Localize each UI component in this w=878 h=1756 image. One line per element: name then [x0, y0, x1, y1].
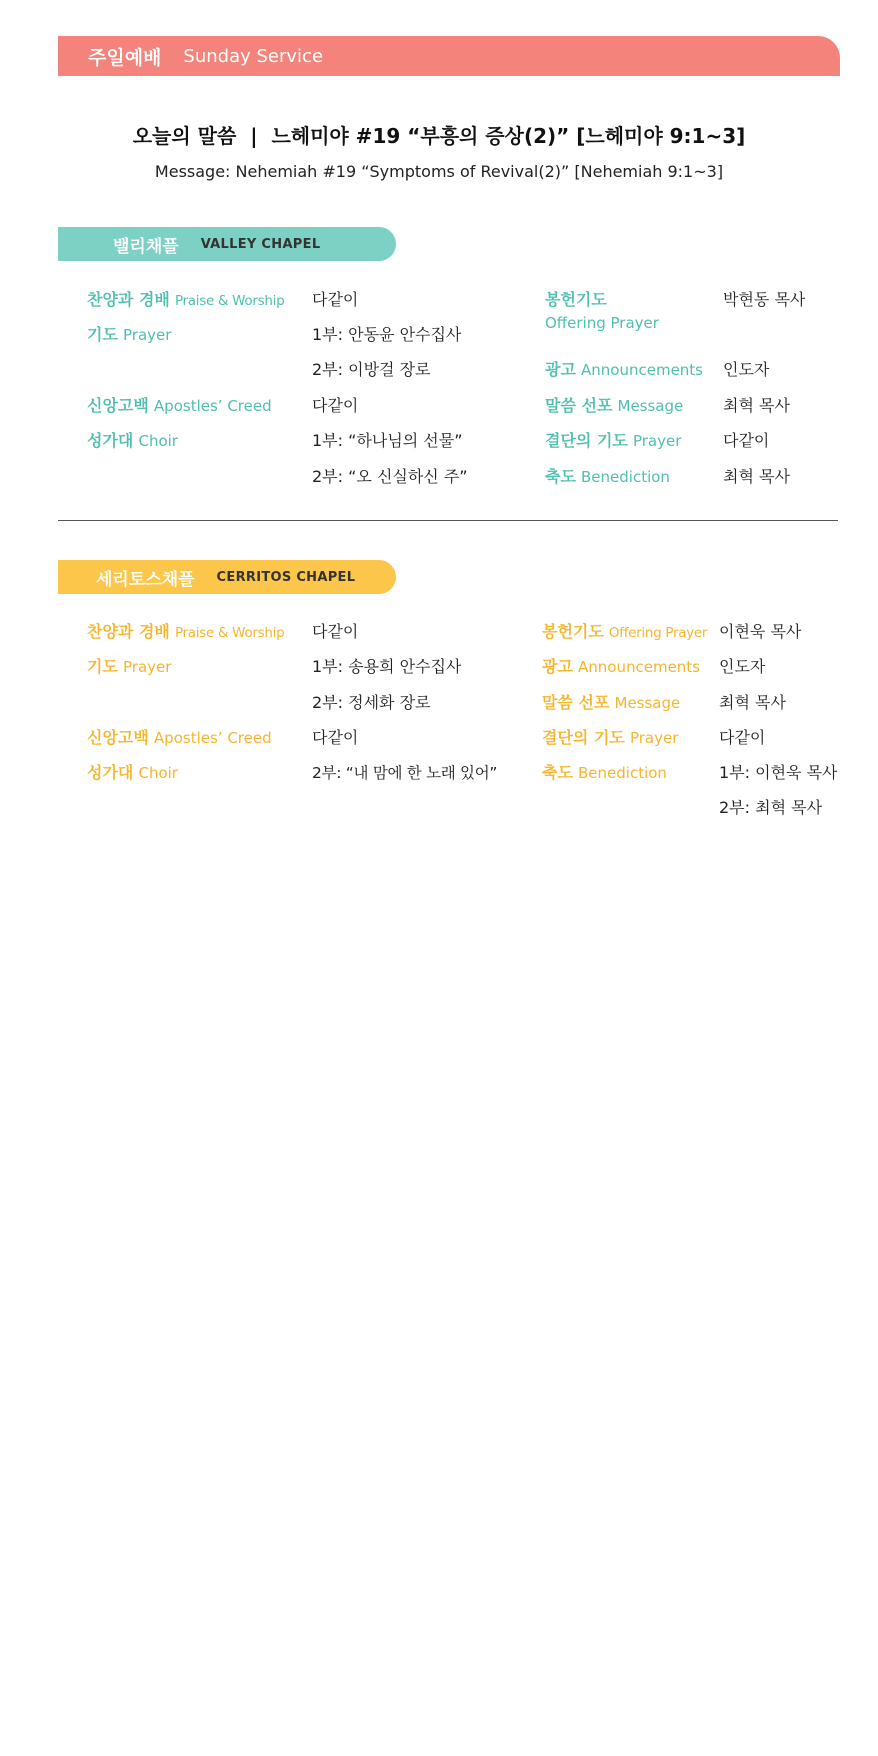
cerritos-resolution-label: 결단의 기도 Prayer	[542, 728, 679, 747]
valley-worship-label: 찬양과 경배 Praise & Worship	[87, 290, 285, 309]
sunday-service-header	[58, 36, 840, 76]
cerritos-message-label: 말씀 선포 Message	[542, 693, 681, 712]
valley-prayer-label: 기도 Prayer	[87, 325, 172, 344]
cerritos-chapel-name-en: CERRITOS CHAPEL	[216, 569, 356, 585]
valley-chapel-name-ko: 밸리채플	[113, 236, 179, 257]
valley-prayer-value-2: 2부: 이방걸 장로	[312, 360, 431, 379]
valley-creed-label: 신앙고백 Apostles’ Creed	[87, 396, 272, 415]
valley-choir-label: 성가대 Choir	[87, 431, 178, 450]
valley-worship-value: 다같이	[312, 290, 359, 309]
cerritos-creed-label: 신앙고백 Apostles’ Creed	[87, 728, 272, 747]
cerritos-benediction-label: 축도 Benediction	[542, 763, 667, 782]
cerritos-chapel-label	[58, 560, 396, 594]
cerritos-announcements-value: 인도자	[719, 657, 766, 676]
valley-choir-value-2: 2부: “오 신실하신 주”	[312, 467, 468, 486]
cerritos-choir-value: 2부: “내 맘에 한 노래 있어”	[312, 764, 498, 782]
header-title-en: Sunday Service	[183, 45, 324, 67]
cerritos-chapel-name-ko: 세리토스채플	[96, 569, 195, 590]
cerritos-offering-label: 봉헌기도 Offering Prayer	[542, 622, 708, 641]
valley-benediction-value: 최혁 목사	[723, 467, 790, 486]
valley-offering-value: 박현동 목사	[723, 290, 806, 309]
valley-chapel-label	[58, 227, 396, 261]
cerritos-choir-label: 성가대 Choir	[87, 763, 178, 782]
cerritos-offering-value: 이현욱 목사	[719, 622, 802, 641]
cerritos-prayer-label: 기도 Prayer	[87, 657, 172, 676]
cerritos-benediction-value-1: 1부: 이현욱 목사	[719, 763, 838, 782]
cerritos-prayer-value-1: 1부: 송용희 안수집사	[312, 657, 462, 676]
valley-resolution-value: 다같이	[723, 431, 770, 450]
valley-resolution-label: 결단의 기도 Prayer	[545, 431, 682, 450]
cerritos-creed-value: 다같이	[312, 728, 359, 747]
cerritos-resolution-value: 다같이	[719, 728, 766, 747]
valley-creed-value: 다같이	[312, 396, 359, 415]
valley-choir-value-1: 1부: “하나님의 선물”	[312, 431, 463, 450]
valley-message-label: 말씀 선포 Message	[545, 396, 684, 415]
valley-message-value: 최혁 목사	[723, 396, 790, 415]
header-title-ko: 주일예배	[88, 46, 162, 69]
message-title-ko: 오늘의 말씀 | 느헤미야 #19 “부흥의 증상(2)” [느헤미야 9:1~3]	[132, 124, 746, 148]
message-title-en: Message: Nehemiah #19 “Symptoms of Revival(2)” [Nehemiah 9:1~3]	[154, 162, 724, 181]
valley-chapel-name-en: VALLEY CHAPEL	[200, 236, 321, 252]
section-divider	[58, 520, 838, 521]
valley-announcements-value: 인도자	[723, 360, 770, 379]
valley-offering-label-en: Offering Prayer	[545, 314, 659, 332]
valley-offering-label: 봉헌기도	[545, 290, 607, 309]
cerritos-worship-label: 찬양과 경배 Praise & Worship	[87, 622, 285, 641]
valley-prayer-value-1: 1부: 안동윤 안수집사	[312, 325, 462, 344]
cerritos-announcements-label: 광고 Announcements	[542, 657, 701, 676]
cerritos-worship-value: 다같이	[312, 622, 359, 641]
cerritos-message-value: 최혁 목사	[719, 693, 786, 712]
valley-benediction-label: 축도 Benediction	[545, 467, 670, 486]
valley-announcements-label: 광고 Announcements	[545, 360, 704, 379]
cerritos-benediction-value-2: 2부: 최혁 목사	[719, 798, 823, 817]
cerritos-prayer-value-2: 2부: 정세화 장로	[312, 693, 431, 712]
